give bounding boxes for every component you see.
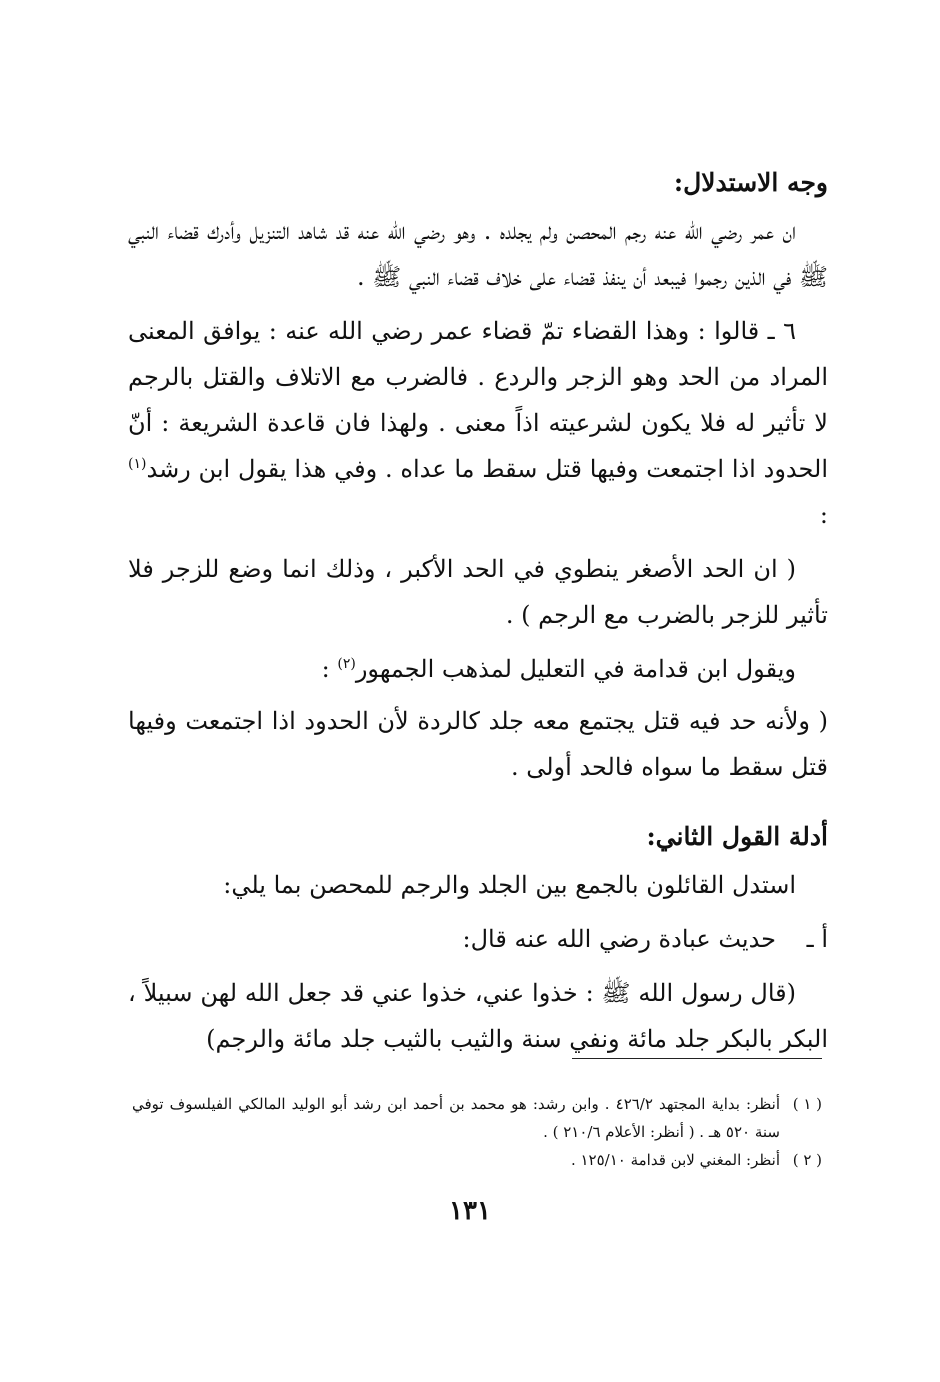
footnote-1	[132, 1090, 822, 1146]
footnote-text: أنظر: بداية المجتهد ٤٢٦/٢ . وابن رشد: هو محمد بن أحمد ابن رشد أبو الوليد المالكي الفيلسوف توفي سنة ٥٢٠ هـ . ( أنظر: الأعلام ٢١٠/٦ ) .	[132, 1095, 780, 1141]
quote-hadith-ubada: (قال رسول الله ﷺ : خذوا عني، خذوا عني قد جعل الله لهن سبيلاً ، البكر بالبكر جلد مائة ونفي سنة والثيب بالثيب جلد مائة والرجم)	[128, 979, 828, 1053]
paragraph-ibn-qudama	[128, 646, 828, 692]
footnote-2	[132, 1146, 822, 1174]
page-number: ١٣١	[449, 1196, 491, 1226]
main-text	[128, 158, 828, 1070]
footnote-text: أنظر: المغني لابن قدامة ١٢٥/١٠ .	[570, 1151, 780, 1169]
footnote-number: ( ٢ )	[792, 1151, 822, 1169]
paragraph-second-opinion-intro: استدل القائلون بالجمع بين الجلد والرجم للمحصن بما يلي:	[223, 871, 796, 899]
quote-ibn-qudama: ( ولأنه حد فيه قتل يجتمع معه جلد كالردة لأن الحدود اذا اجتمعت وفيها قتل سقط ما سواه فالحد أولى .	[128, 707, 828, 781]
section-spacer	[128, 798, 828, 812]
paragraph-ibn-qudama-end: :	[321, 655, 338, 683]
paragraph-point-six-text: ٦ ـ قالوا : وهذا القضاء تمّ قضاء عمر رضي الله عنه : يوافق المعنى المراد من الحد وهو الزجر والردع . فالضرب مع الاتلاف والقتل بالرجم لا تأثير له فلا يكون لشرعيته اذاً معنى . ولهذا فان قاعدة الشريعة : أنّ الحدود اذا اجتمعت وفيها قتل سقط ما عداه . وفي هذا يقول ابن رشد	[128, 317, 828, 483]
section-heading-inference: وجه الاستدلال:	[673, 168, 828, 197]
list-item-marker: أ ـ	[806, 925, 828, 953]
footnote-ref-2[interactable]: (٢)	[337, 656, 356, 672]
paragraph-point-six-end: :	[819, 501, 828, 529]
paragraph-point-six	[128, 308, 828, 538]
quote-ibn-rushd: ( ان الحد الأصغر ينطوي في الحد الأكبر ، وذلك انما وضع للزجر فلا تأثير للزجر بالضرب مع الرجم ) .	[128, 555, 828, 629]
section-heading-second-opinion: أدلة القول الثاني:	[646, 822, 828, 851]
paragraph-ibn-qudama-text: ويقول ابن قدامة في التعليل لمذهب الجمهور	[355, 655, 796, 683]
list-item-a	[128, 916, 828, 962]
footnote-ref-1[interactable]: (١)	[128, 456, 147, 472]
footnotes	[132, 1090, 822, 1174]
footnote-number: ( ١ )	[792, 1095, 822, 1113]
paragraph-umar-ruling: ان عمر رضي الله عنه رجم المحصن ولم يجلده . وهو رضي الله عنه قد شاهد التنزيل وأدرك قضاء النبي ﷺ في الذين رجموا فيبعد أن ينفذ قضاء على خلاف قضاء النبي ﷺ .	[128, 217, 828, 291]
footnote-divider	[572, 1058, 822, 1059]
list-item-text: حديث عبادة رضي الله عنه قال:	[462, 925, 776, 953]
